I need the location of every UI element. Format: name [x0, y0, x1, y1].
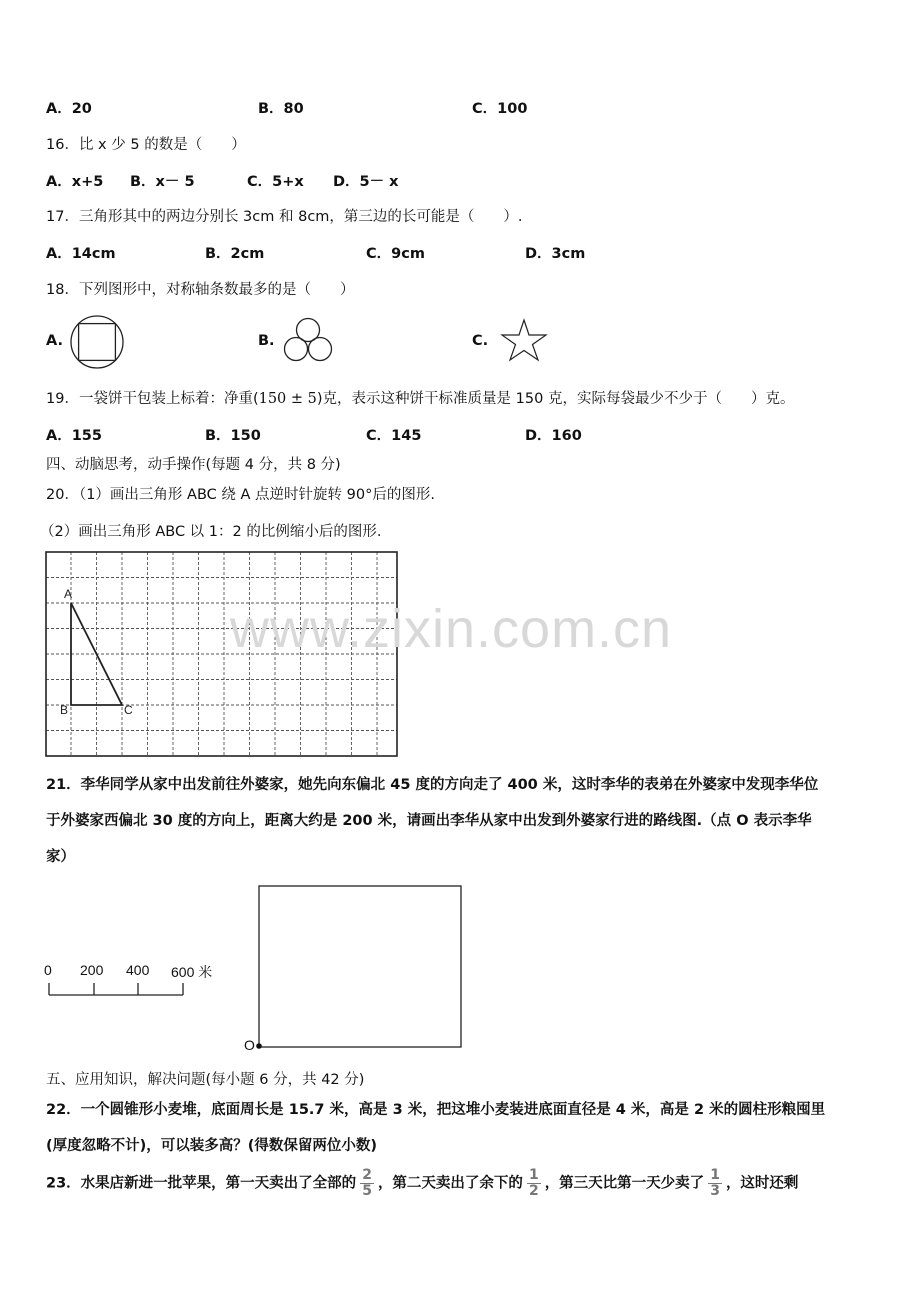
scale-label-400: 400 — [126, 962, 150, 978]
q21-line1: 21．李华同学从家中出发前往外婆家，她先向东偏北 45 度的方向走了 400 米，这时李华的表弟在外婆家中发现李华位 — [46, 777, 819, 793]
q16-option-b: B．x－ 5 — [130, 174, 195, 190]
circle-with-square-figure — [68, 314, 126, 370]
route-map-box — [252, 884, 464, 1050]
fraction-one-half: $\frac{1}{2}$ — [528, 1167, 539, 1199]
watermark: www.zixin.com.cn — [230, 599, 673, 659]
q18-option-c: C. — [472, 333, 489, 349]
q16-option-c: C．5+x — [247, 174, 304, 190]
q19-weight-range: 150 ± 5 — [258, 391, 317, 407]
vertex-c-label: C — [124, 703, 133, 717]
section-4-heading: 四、动脑思考，动手操作(每题 4 分，共 8 分) — [46, 457, 341, 473]
star-figure — [500, 318, 548, 362]
section-5-heading: 五、应用知识，解决问题(每小题 6 分，共 42 分) — [46, 1072, 365, 1088]
q16-option-d: D．5－ x — [333, 174, 399, 190]
q17-option-a: A．14cm — [46, 246, 116, 262]
q19-option-c: C．145 — [366, 428, 422, 444]
scale-label-200: 200 — [80, 962, 104, 978]
q20-part1: 20．（1）画出三角形 ABC 绕 A 点逆时针旋转 90°后的图形. — [46, 487, 435, 503]
q19-option-a: A．155 — [46, 428, 102, 444]
q20-part2: （2）画出三角形 ABC 以 1：2 的比例缩小后的图形. — [40, 524, 382, 540]
fraction-two-fifths: $\frac{2}{5}$ — [362, 1167, 372, 1199]
q17-option-b: B．2cm — [205, 246, 265, 262]
fraction-one-third: $\frac{1}{3}$ — [710, 1167, 720, 1199]
origin-label: O — [244, 1037, 255, 1053]
q18-stem: 18．下列图形中，对称轴条数最多的是（ ） — [46, 282, 355, 298]
three-circles-figure — [282, 316, 334, 364]
q22-line1: 22．一个圆锥形小麦堆，底面周长是 15.7 米，高是 3 米，把这堆小麦装进底面直径是 4 米，高是 2 米的圆柱形粮囤里 — [46, 1102, 826, 1118]
q16-stem: 16．比 x 少 5 的数是（ ） — [46, 137, 246, 153]
vertex-b-label: B — [60, 703, 69, 717]
q17-stem: 17．三角形其中的两边分别长 3cm 和 8cm，第三边的长可能是（ ）. — [46, 209, 523, 225]
q21-line2: 于外婆家西偏北 30 度的方向上，距离大约是 200 米，请画出李华从家中出发到外婆家行进的路线图.（点 O 表示李华 — [46, 813, 812, 829]
scale-bar — [46, 980, 186, 1000]
q15-option-b: B．80 — [258, 101, 304, 117]
q16-option-a: A．x+5 — [46, 174, 104, 190]
q19-option-d: D．160 — [525, 428, 582, 444]
q19-option-b: B．150 — [205, 428, 261, 444]
q19-stem: 19．一袋饼干包装上标着：净重(150 ± 5)克，表示这种饼干标准质量是 150 克，实际每袋最少不少于（ ）克。 — [46, 391, 795, 407]
q15-option-c: C．100 — [472, 101, 528, 117]
scale-label-0: 0 — [44, 962, 52, 978]
scale-label-600: 600 米 — [171, 964, 213, 980]
q17-option-c: C．9cm — [366, 246, 425, 262]
q21-line3: 家） — [46, 849, 75, 865]
vertex-a-label: A — [64, 587, 73, 601]
origin-point — [256, 1043, 262, 1049]
q15-option-a: A．20 — [46, 101, 92, 117]
q18-option-b: B. — [258, 333, 275, 349]
q17-option-d: D．3cm — [525, 246, 586, 262]
q22-line2: (厚度忽略不计)，可以装多高？(得数保留两位小数) — [46, 1138, 378, 1154]
q23-line1: 23．水果店新进一批苹果，第一天卖出了全部的 $\frac{2}{5}$ ，第二天卖出了余下的 $\frac{1}{2}$ ，第三天比第一天少卖了 $\frac{1}{3}$ ，这时还剩 — [46, 1167, 799, 1199]
q18-option-a: A. — [46, 333, 63, 349]
